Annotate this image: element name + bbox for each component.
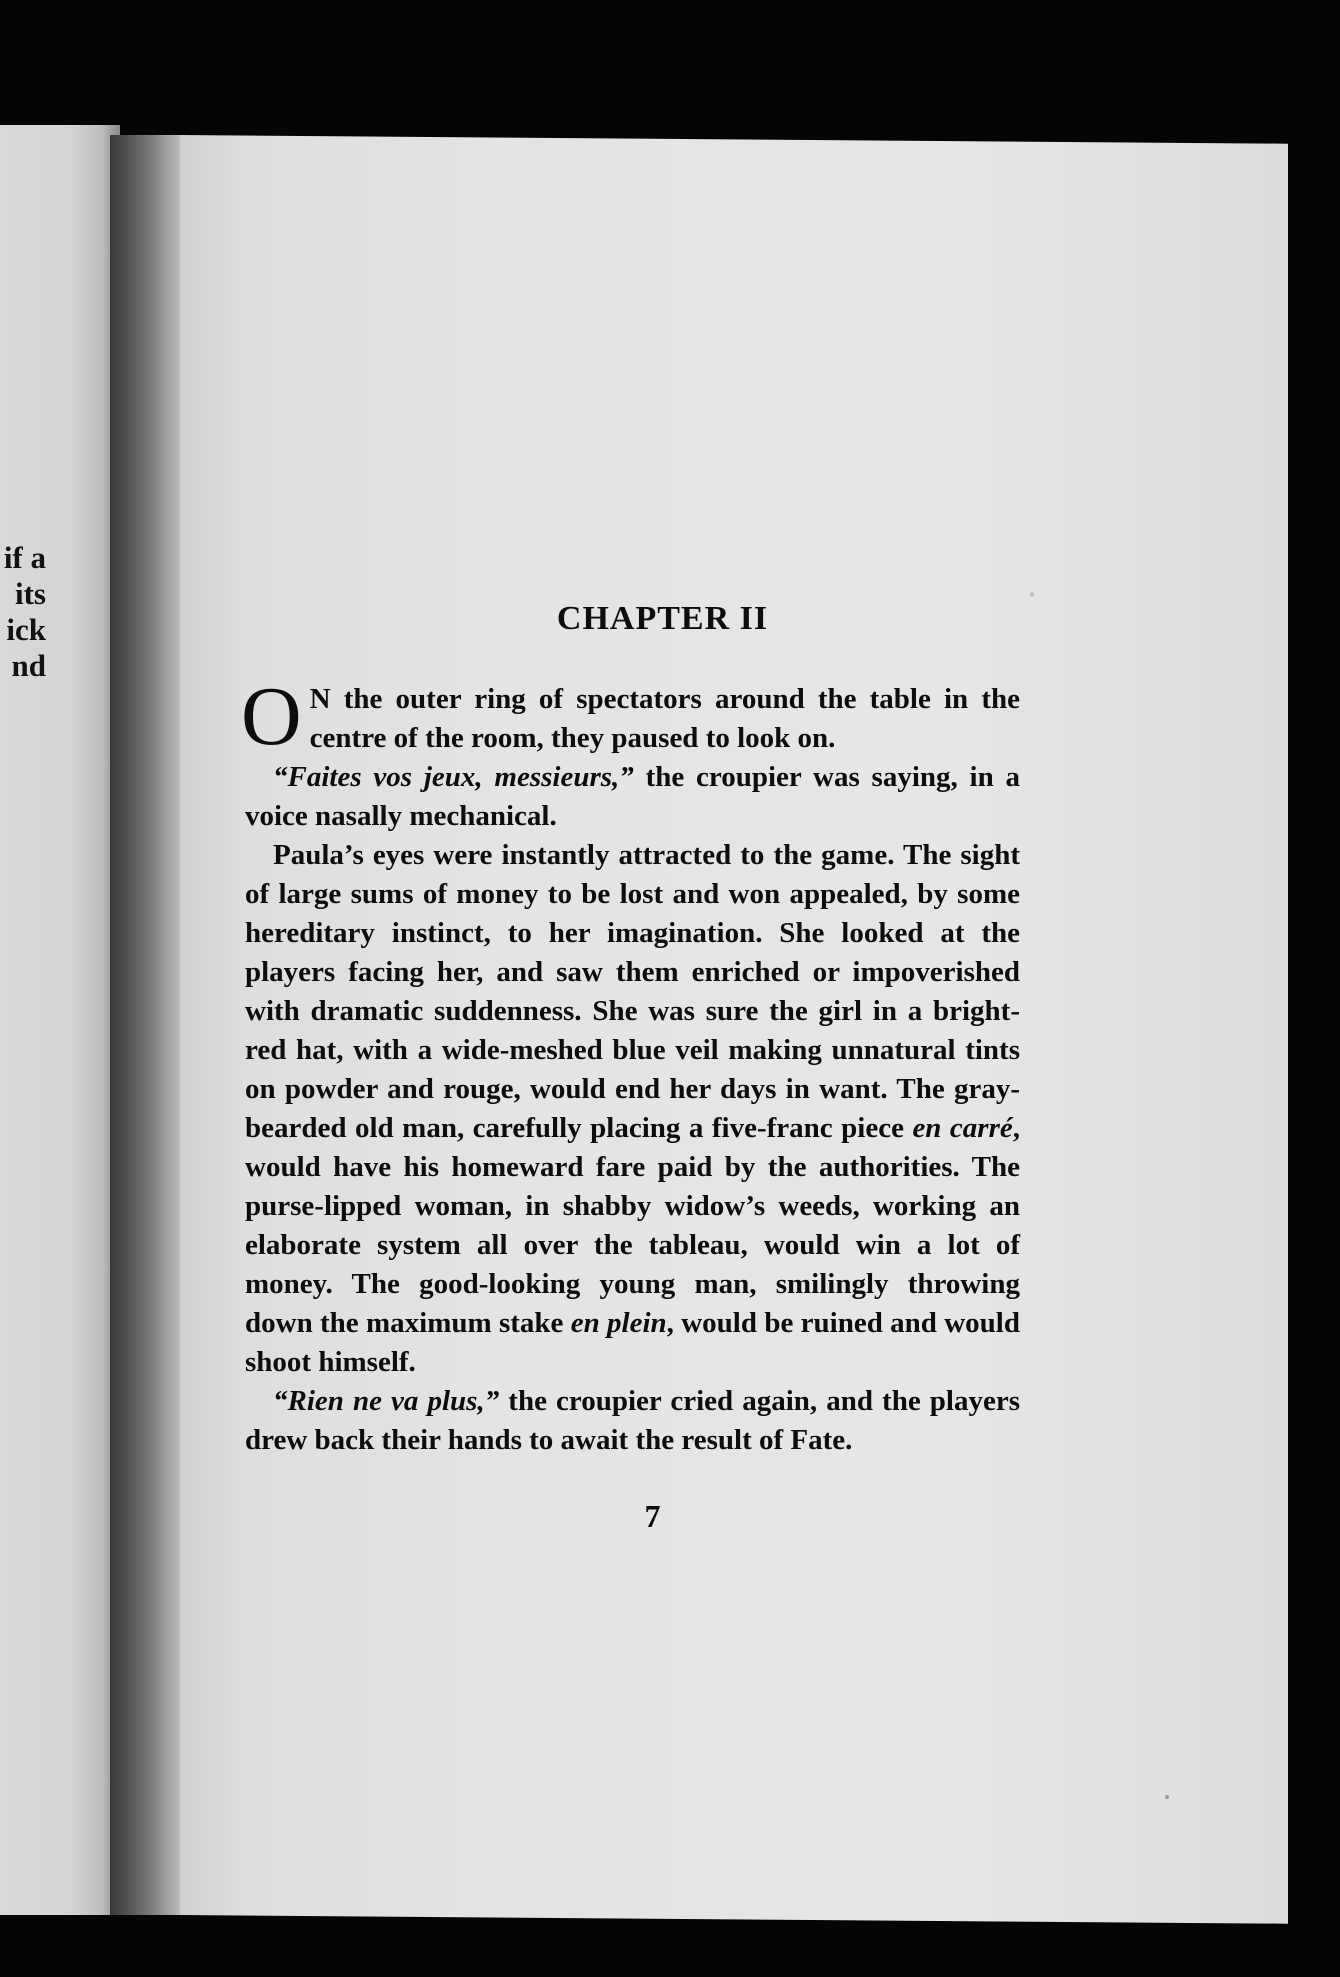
left-page <box>0 125 120 1915</box>
paragraph-3 <box>245 836 1020 1382</box>
chapter-title: CHAPTER II <box>556 600 769 637</box>
paper-speck <box>1165 1795 1169 1799</box>
page-content <box>241 600 1020 1535</box>
paragraph-1-text: N the outer ring of spectators around the table in the centre of the room, they paused to look on. <box>309 683 1020 754</box>
left-fragment-1: if a <box>3 540 46 575</box>
paragraph-3-text-c: , would be ruined and would shoot himself. <box>245 1307 1020 1378</box>
paragraph-3-italic-b: en plein <box>570 1307 667 1339</box>
paragraph-2-italic: “Faites vos jeux, messieurs,” <box>273 761 634 793</box>
paragraph-4-italic: “Rien ne va plus,” <box>273 1385 500 1417</box>
paragraph-4-text: the croupier cried again, and the players drew back their hands to await the result of Fate. <box>245 1385 1020 1456</box>
page-number: 7 <box>644 1498 661 1534</box>
paragraph-4 <box>245 1382 1020 1460</box>
drop-cap: O <box>241 670 302 763</box>
paragraph-3-text-b: , would have his homeward fare paid by the authorities. The purse-lipped woman, in shabby widow’s weeds, working an elaborate system all over the tableau, would win a lot of money. The good-looking young man, smilingly throwing down the maximum stake <box>245 1112 1020 1339</box>
paragraph-2 <box>245 758 1020 836</box>
paper-speck <box>1030 592 1034 597</box>
paragraph-3-text-a: Paula’s eyes were instantly attracted to the game. The sight of large sums of money to be lost and won appealed, by some hereditary instinct, to her imagination. She looked at the players facing her, and saw them enriched or impoverished with dramatic suddenness. She was sure the girl in a bright-red hat, with a wide-meshed blue veil making unnatural tints on powder and rouge, would end her days in want. The gray-bearded old man, carefully placing a five-franc piece <box>245 839 1020 1144</box>
book-spine-shadow <box>110 135 185 1915</box>
paragraph-1 <box>241 670 1020 763</box>
left-fragment-3: ick <box>6 612 46 647</box>
left-fragment-4: nd <box>11 648 46 683</box>
left-page-text-fragments <box>0 540 120 684</box>
paragraph-2-text: the croupier was saying, in a voice nasally mechanical. <box>245 761 1020 832</box>
left-fragment-2: its <box>15 576 46 611</box>
paragraph-3-italic-a: en carré <box>912 1112 1013 1144</box>
